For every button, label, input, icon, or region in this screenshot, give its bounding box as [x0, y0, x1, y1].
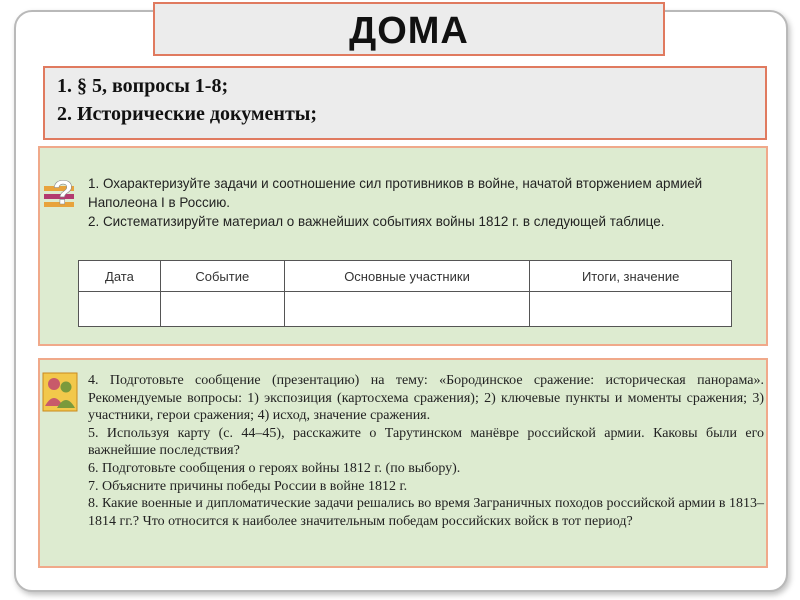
homework-line-2: 2. Исторические документы; [57, 103, 318, 125]
questions-box-2 [38, 358, 768, 568]
events-table [78, 260, 732, 327]
page-title: ДОМА [349, 10, 469, 52]
question-7: 7. Объясните причины победы России в войне 1812 г. [88, 478, 408, 494]
table-cell [79, 292, 161, 327]
people-icon [42, 372, 78, 412]
question-2: 2. Систематизируйте материал о важнейших событиях войны 1812 г. в следующей таблице. [88, 213, 665, 229]
question-8: 8. Какие военные и дипломатические задачи решались во время Заграничных походов российской армии в 1813–1814 гг.? Что относится к наиболее значительным победам российских войск в тот период? [88, 496, 764, 529]
table-header-cell: Событие [160, 261, 284, 292]
homework-box [43, 66, 767, 140]
question-icon [42, 172, 82, 212]
table-cell [160, 292, 284, 327]
table-header-row [79, 261, 732, 292]
questions-text-1 [88, 174, 737, 231]
svg-text:?: ? [52, 174, 74, 212]
question-6: 6. Подготовьте сообщения о героях войны 1812 г. (по выбору). [88, 460, 461, 476]
table-header-cell: Основные участники [284, 261, 530, 292]
table-cell [530, 292, 732, 327]
table-cell [284, 292, 530, 327]
question-1: 1. Охарактеризуйте задачи и соотношение сил противников в войне, начатой вторжением армией Наполеона I в Россию. [88, 175, 703, 210]
questions-box-1 [38, 146, 768, 346]
homework-line-1: 1. § 5, вопросы 1-8; [57, 75, 229, 97]
table-row [79, 292, 732, 327]
questions-text-2 [88, 372, 764, 530]
question-5: 5. Используя карту (с. 44–45), расскажите о Тарутинском манёвре российской армии. Каковы были его важнейшие последствия? [88, 425, 764, 459]
table-header-cell: Итоги, значение [530, 261, 732, 292]
title-box [153, 2, 665, 56]
question-4: 4. Подготовьте сообщение (презентацию) на тему: «Бородинское сражение: историческая панорама». Рекомендуемые вопросы: 1) экспозиция (картосхема сражения); 2) ключевые пункты и моменты сражения; 3) участники, герои сражения; 4) исход, значение сражения. [88, 373, 764, 424]
table-header-cell: Дата [79, 261, 161, 292]
